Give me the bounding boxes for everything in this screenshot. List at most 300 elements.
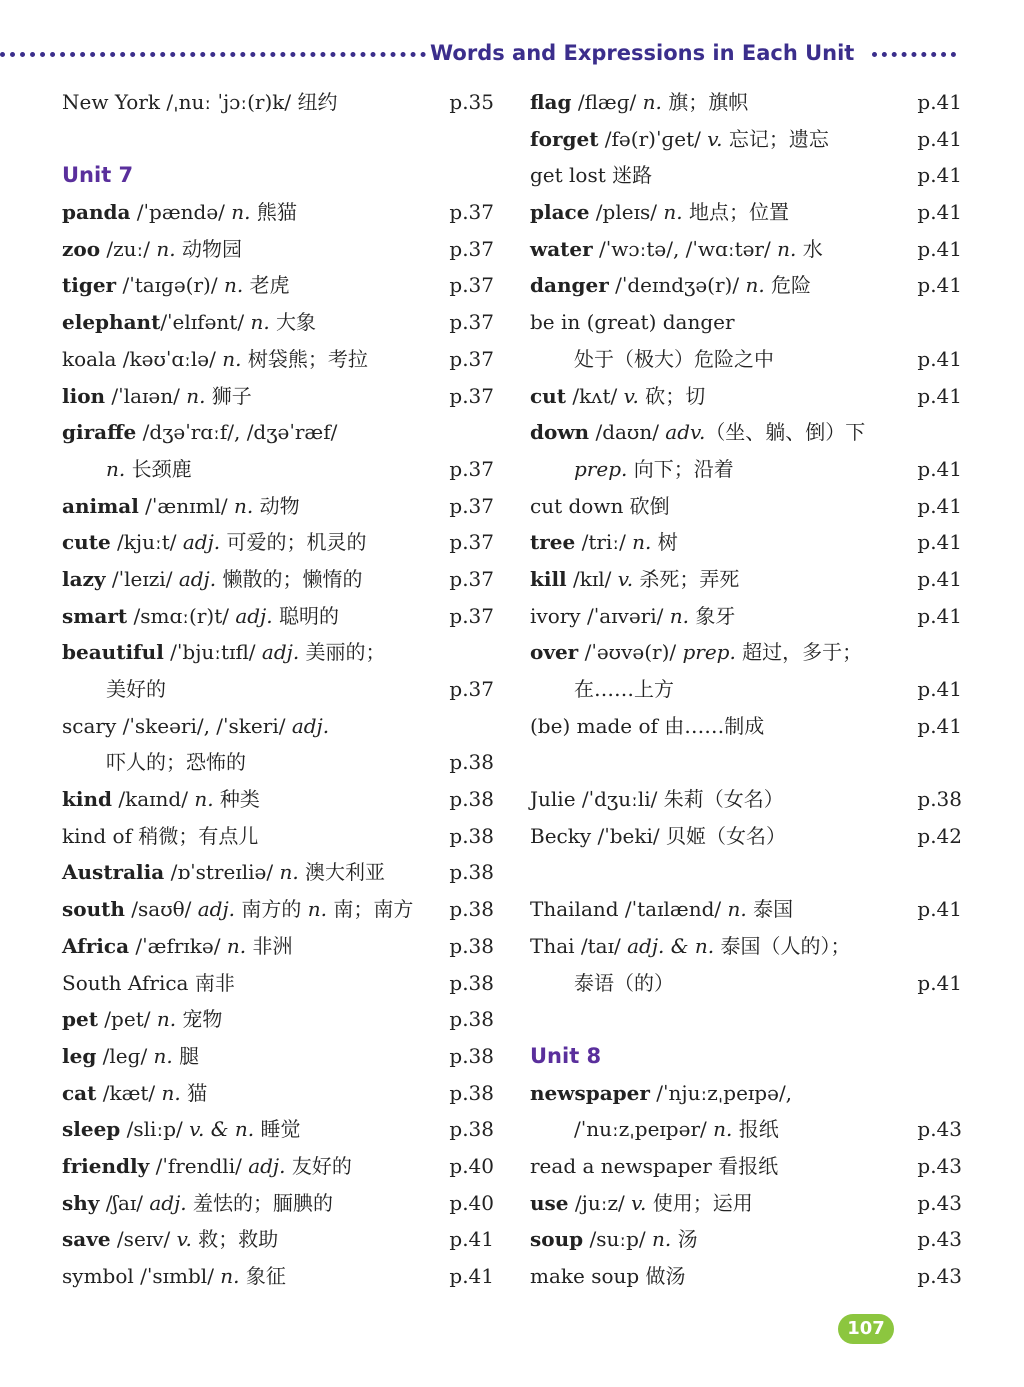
unit-title: Unit 7 [62, 163, 134, 188]
pronunciation: /ˈsɪmbl/ [133, 1264, 221, 1288]
definition: 美丽的； [299, 640, 386, 665]
vocab-entry [62, 378, 498, 415]
headword: tiger [62, 273, 117, 298]
entry-text [62, 231, 242, 268]
pronunciation: /fə(r)ˈɡet/ [598, 126, 708, 151]
page-ref: p.37 [449, 273, 494, 298]
headword: soup [530, 1227, 584, 1252]
entry-text [62, 891, 413, 928]
page-ref: p.35 [449, 90, 494, 114]
entry-text [530, 84, 748, 121]
left-word-column [62, 84, 498, 1295]
headword: flag [530, 90, 572, 114]
definition: 南方的 [235, 897, 308, 922]
pronunciation: 由……制成 [657, 713, 765, 738]
vocab-entry [62, 1075, 498, 1112]
vocab-entry [530, 194, 966, 231]
entry-text [530, 561, 739, 598]
vocab-entry [62, 341, 498, 378]
entry-text [530, 891, 793, 928]
vocab-entry [62, 1001, 498, 1038]
spacer [530, 744, 966, 781]
entry-text [62, 598, 339, 635]
page-ref: p.37 [449, 566, 494, 591]
vocab-entry [62, 1185, 498, 1222]
entry-text [574, 965, 674, 1002]
definition: 老虎 [243, 273, 290, 298]
pronunciation: /ɒˈstreɪliə/ [164, 860, 280, 885]
unit-title: Unit 8 [530, 1043, 602, 1068]
part-of-speech: n. [642, 90, 662, 114]
entry-text [574, 1111, 779, 1148]
definition: 猫 [180, 1080, 208, 1105]
page-ref: p.41 [917, 236, 962, 261]
definition: 水 [796, 236, 823, 261]
page-ref: p.38 [449, 750, 494, 775]
entry-text [62, 304, 316, 341]
definition: （坐、躺、倒）下 [705, 420, 866, 445]
vocab-entry [530, 157, 966, 194]
entry-text [62, 157, 133, 194]
vocab-entry [62, 634, 498, 671]
headword: Julie [530, 787, 576, 812]
part-of-speech: v. [176, 1227, 192, 1252]
part-of-speech: n. [222, 346, 242, 371]
definition: 救；救助 [191, 1227, 279, 1252]
page-ref: p.43 [917, 1153, 962, 1178]
pronunciation: /kʌt/ [565, 383, 624, 408]
spacer [530, 1001, 966, 1038]
page-ref: p.37 [449, 346, 494, 371]
pronunciation: /kjuːt/ [110, 530, 183, 555]
vocab-entry [62, 781, 498, 818]
page-ref: p.38 [449, 1080, 494, 1105]
pronunciation: 砍倒 [623, 493, 670, 518]
page-ref: p.43 [917, 1227, 962, 1252]
definition: 使用；运用 [646, 1190, 753, 1215]
headword: danger [530, 273, 609, 298]
page-ref: p.40 [449, 1153, 494, 1178]
headword: New York [62, 90, 160, 114]
definition: 报纸 [732, 1117, 779, 1142]
vocab-entry [530, 598, 966, 635]
entry-text [530, 634, 862, 671]
entry-text [62, 854, 385, 891]
page-ref: p.41 [917, 530, 962, 555]
pronunciation: /leɡ/ [96, 1043, 154, 1068]
page-ref: p.42 [917, 823, 962, 848]
page-ref: p.41 [917, 90, 962, 114]
vocab-entry [530, 341, 966, 378]
entry-text [106, 671, 166, 708]
definition: 大象 [269, 310, 317, 335]
pronunciation: /ˈænɪml/ [138, 493, 234, 518]
part-of-speech: n. [652, 1227, 672, 1252]
page-ref: p.41 [917, 126, 962, 151]
part-of-speech: n. [156, 236, 176, 261]
entry-text [62, 267, 290, 304]
definition: 熊猫 [250, 200, 297, 225]
pronunciation: 稍微；有点儿 [132, 823, 259, 848]
headword: Becky [530, 823, 592, 848]
entry-text [62, 1221, 278, 1258]
page-ref: p.41 [917, 163, 962, 188]
entry-text [530, 304, 735, 341]
part-of-speech: v. [631, 1190, 647, 1215]
entry-text [62, 1111, 301, 1148]
entry-text [530, 1185, 753, 1222]
vocab-entry [62, 598, 498, 635]
pronunciation: /ˈelɪfənt/ [160, 310, 251, 335]
page-ref: p.38 [917, 787, 962, 812]
vocab-entry [530, 267, 966, 304]
headword: cute [62, 530, 111, 555]
part-of-speech: adv. [665, 420, 706, 445]
entry-text [530, 488, 670, 525]
part-of-speech: n. [713, 1117, 733, 1142]
pronunciation: /dʒəˈrɑːf/, /dʒəˈræf/ [136, 420, 338, 445]
part-of-speech: n. [106, 456, 126, 481]
vocab-entry [62, 854, 498, 891]
entry-text [62, 194, 297, 231]
part-of-speech: v. [617, 566, 634, 591]
part-of-speech: adj. [197, 897, 236, 922]
part-of-speech: n. [745, 273, 765, 298]
vocab-entry [62, 451, 498, 488]
pronunciation: /kæt/ [96, 1080, 162, 1105]
definition: 在……上方 [574, 677, 674, 701]
definition: 象征 [239, 1264, 286, 1288]
page-ref: p.37 [449, 677, 494, 701]
vocab-entry [62, 84, 498, 121]
headword: panda [62, 200, 131, 225]
pronunciation: 做汤 [639, 1264, 686, 1288]
headword: cat [62, 1080, 97, 1105]
page-ref: p.38 [449, 860, 494, 885]
vocab-entry [62, 414, 498, 451]
pronunciation: /kɪl/ [566, 566, 618, 591]
vocab-entry [530, 818, 966, 855]
part-of-speech: adj. [261, 640, 300, 665]
entry-text [530, 1258, 686, 1295]
vocab-entry [530, 891, 966, 928]
vocab-entry [62, 744, 498, 781]
part-of-speech: n. [156, 1007, 177, 1032]
definition: 吓人的；恐怖的 [106, 750, 246, 775]
pronunciation: /triː/ [575, 530, 633, 555]
page-ref: p.41 [917, 383, 962, 408]
definition: 处于（极大）危险之中 [574, 346, 774, 371]
headword: zoo [62, 236, 101, 261]
vocab-entry [62, 267, 498, 304]
part-of-speech: v. [623, 383, 639, 408]
headword: Australia [62, 860, 165, 885]
page-number-badge: 107 [838, 1314, 894, 1344]
definition: 懒散的；懒惰的 [216, 566, 363, 591]
definition: 向下；沿着 [627, 456, 734, 481]
vocab-entry [530, 928, 966, 965]
page-ref: p.37 [449, 530, 494, 555]
headword: friendly [62, 1153, 150, 1178]
pronunciation: /ˌnuː ˈjɔː(r)k/ 纽约 [160, 90, 338, 114]
pronunciation: /pet/ [97, 1007, 157, 1032]
headword: cut [530, 383, 566, 408]
pronunciation: /daʊn/ [589, 420, 666, 445]
page-ref: p.41 [917, 970, 962, 995]
vocab-entry [530, 1185, 966, 1222]
headword: cut down [530, 493, 624, 518]
page-ref: p.40 [449, 1190, 494, 1215]
entry-text [62, 414, 337, 451]
vocab-entry [530, 1111, 966, 1148]
definition: 可爱的；机灵的 [220, 530, 367, 555]
part-of-speech: n. [220, 1264, 240, 1288]
entry-text [62, 1258, 286, 1295]
part-of-speech: v. [707, 126, 723, 151]
vocab-entry [530, 561, 966, 598]
entry-text [62, 341, 368, 378]
entry-text [62, 818, 258, 855]
entry-text [530, 378, 705, 415]
vocab-entry [530, 965, 966, 1002]
entry-text [62, 84, 337, 121]
entry-text [530, 781, 784, 818]
pronunciation: /kəʊˈɑːlə/ [116, 346, 223, 371]
pronunciation: /ˈæfrɪkə/ [129, 933, 227, 958]
entry-text [574, 451, 734, 488]
vocab-entry [530, 1075, 966, 1112]
headword: lion [62, 383, 106, 408]
part-of-speech: adj. & n. [627, 933, 715, 958]
part-of-speech: adj. [178, 566, 217, 591]
page-ref: p.41 [917, 456, 962, 481]
page-ref: p.37 [449, 236, 494, 261]
vocab-entry [530, 414, 966, 451]
page-ref: p.37 [449, 310, 494, 335]
headword: lazy [62, 566, 106, 591]
entry-text [530, 267, 811, 304]
part-of-speech: n. [153, 1043, 173, 1068]
headword: place [530, 200, 590, 225]
headword: tree [530, 530, 576, 555]
vocab-entry [530, 378, 966, 415]
pronunciation: 南非 [188, 970, 235, 995]
headword: animal [62, 493, 139, 518]
entry-text [530, 598, 735, 635]
headword: scary [62, 713, 117, 738]
definition: 象牙 [688, 603, 736, 628]
pronunciation: /ˈnjuːzˌpeɪpə/, [649, 1080, 793, 1105]
definition: 非洲 [246, 933, 293, 958]
page-ref: p.41 [917, 346, 962, 371]
pronunciation: /ˈtaɪɡə(r)/ [116, 273, 224, 298]
entry-text [62, 708, 329, 745]
headword: water [530, 236, 593, 261]
page-ref: p.41 [917, 273, 962, 298]
page-ref: p.43 [917, 1117, 962, 1142]
pronunciation: /suːp/ [583, 1227, 653, 1252]
headword: Africa [62, 933, 130, 958]
pronunciation: 迷路 [605, 163, 653, 188]
entry-text [62, 524, 367, 561]
definition: 危险 [764, 273, 812, 298]
vocab-entry [62, 231, 498, 268]
headword: read a newspaper [530, 1153, 712, 1178]
entry-text [62, 1001, 222, 1038]
definition: 宠物 [176, 1007, 223, 1032]
entry-text [530, 194, 789, 231]
definition: 杀死；弄死 [633, 566, 740, 591]
page-ref: p.38 [449, 933, 494, 958]
page-title: Words and Expressions in Each Unit [430, 41, 855, 65]
definition: 超过，多于； [735, 640, 863, 665]
entry-text [62, 1038, 199, 1075]
pronunciation: /ˈwɔːtə/, /ˈwɑːtər/ [592, 236, 778, 261]
part-of-speech: n. [161, 1080, 181, 1105]
entry-text [106, 744, 246, 781]
entry-text [530, 1221, 698, 1258]
vocab-entry [530, 84, 966, 121]
headword: kind [62, 787, 112, 812]
headword: South Africa [62, 970, 189, 995]
page-ref: p.41 [917, 897, 962, 922]
entry-text [530, 708, 764, 745]
page-ref: p.41 [917, 713, 962, 738]
page-header [0, 38, 1024, 68]
vocab-entry [530, 121, 966, 158]
vocab-entry [530, 708, 966, 745]
entry-text [530, 818, 786, 855]
entry-text [62, 928, 292, 965]
part-of-speech: adj. [149, 1190, 187, 1215]
pronunciation: /ˈlaɪən/ [105, 383, 187, 408]
part-of-speech: n. [194, 787, 214, 812]
entry-text [574, 671, 674, 708]
pronunciation: /saʊθ/ [124, 897, 198, 922]
unit-heading [62, 157, 498, 194]
entry-text [530, 121, 829, 158]
page-ref: p.37 [449, 603, 494, 628]
pronunciation: /flæɡ/ [571, 90, 643, 114]
definition: 泰国 [746, 897, 794, 922]
headword: shy [62, 1190, 100, 1215]
vocab-entry [62, 1221, 498, 1258]
vocab-entry [530, 304, 966, 341]
page-ref: p.41 [917, 200, 962, 225]
part-of-speech: prep. [574, 456, 628, 481]
vocab-entry [530, 488, 966, 525]
pronunciation: 看报纸 [711, 1153, 779, 1178]
page-ref: p.43 [917, 1264, 962, 1288]
vocab-entry [62, 928, 498, 965]
headword: giraffe [62, 420, 137, 445]
definition: 泰语（的） [574, 970, 674, 995]
page-ref: p.41 [917, 677, 962, 701]
headword: smart [62, 603, 128, 628]
part-of-speech: n. [663, 200, 683, 225]
pronunciation: /seɪv/ [110, 1227, 177, 1252]
definition: 睡觉 [254, 1117, 301, 1142]
headword: over [530, 640, 579, 665]
vocab-entry [62, 194, 498, 231]
entry-text [62, 1148, 352, 1185]
definition: 动物 [253, 493, 300, 518]
entry-text [62, 1185, 333, 1222]
headword: down [530, 420, 590, 445]
entry-text [530, 524, 678, 561]
part-of-speech: adj. [291, 713, 330, 738]
definition: 腿 [172, 1043, 200, 1068]
vocab-entry [530, 1148, 966, 1185]
headword: newspaper [530, 1080, 650, 1105]
headword: kill [530, 566, 567, 591]
entry-text [530, 157, 652, 194]
part-of-speech: n. [226, 933, 247, 958]
page-ref: p.38 [449, 1043, 494, 1068]
entry-text [530, 231, 823, 268]
pronunciation: /ˈəʊvə(r)/ [578, 640, 683, 665]
headword: elephant [62, 310, 161, 335]
entry-text [62, 965, 235, 1002]
entry-text [62, 378, 252, 415]
right-word-column [530, 84, 966, 1295]
page-ref: p.41 [917, 603, 962, 628]
headword: kind of [62, 823, 132, 848]
vocab-entry [62, 1148, 498, 1185]
part-of-speech: n. [727, 897, 747, 922]
pronunciation: /ˈfrendli/ [149, 1153, 249, 1178]
definition: 动物园 [175, 236, 243, 261]
page-ref: p.38 [449, 1117, 494, 1142]
headword: save [62, 1227, 111, 1252]
header-dotted-rule-left [0, 52, 426, 57]
headword: south [62, 897, 125, 922]
pronunciation: /ˈleɪzi/ [105, 566, 179, 591]
unit-heading [530, 1038, 966, 1075]
vocab-entry [62, 965, 498, 1002]
headword: Thai [530, 933, 575, 958]
headword: make soup [530, 1264, 640, 1288]
page-ref: p.37 [449, 493, 494, 518]
pronunciation: /ˈbeki/ 贝姬（女名） [591, 823, 786, 848]
pronunciation: /smɑː(r)t/ [127, 603, 236, 628]
definition: 旗；旗帜 [661, 90, 749, 114]
vocab-entry [530, 1221, 966, 1258]
headword: ivory [530, 603, 581, 628]
entry-text [62, 561, 362, 598]
part-of-speech: n. [307, 897, 328, 922]
pronunciation: /ˈtaɪlænd/ [618, 897, 728, 922]
entry-text [530, 1075, 792, 1112]
part-of-speech: n. [669, 603, 689, 628]
vocab-entry [530, 524, 966, 561]
part-of-speech: n. [632, 530, 652, 555]
pronunciation: /ˈaɪvəri/ [580, 603, 670, 628]
page-ref: p.38 [449, 787, 494, 812]
vocab-entry [530, 671, 966, 708]
part-of-speech: adj. [182, 530, 221, 555]
definition: 种类 [213, 787, 260, 812]
definition: 忘记；遗忘 [722, 126, 829, 151]
pronunciation: /ʃaɪ/ [99, 1190, 150, 1215]
pronunciation: /pleɪs/ [589, 200, 664, 225]
entry-text [574, 341, 774, 378]
vocab-entry [62, 1258, 498, 1295]
definition: 羞怯的；腼腆的 [186, 1190, 334, 1215]
pronunciation: /ˈbjuːtɪfl/ [163, 640, 262, 665]
header-dotted-rule-right [872, 52, 956, 57]
definition: 澳大利亚 [298, 860, 386, 885]
